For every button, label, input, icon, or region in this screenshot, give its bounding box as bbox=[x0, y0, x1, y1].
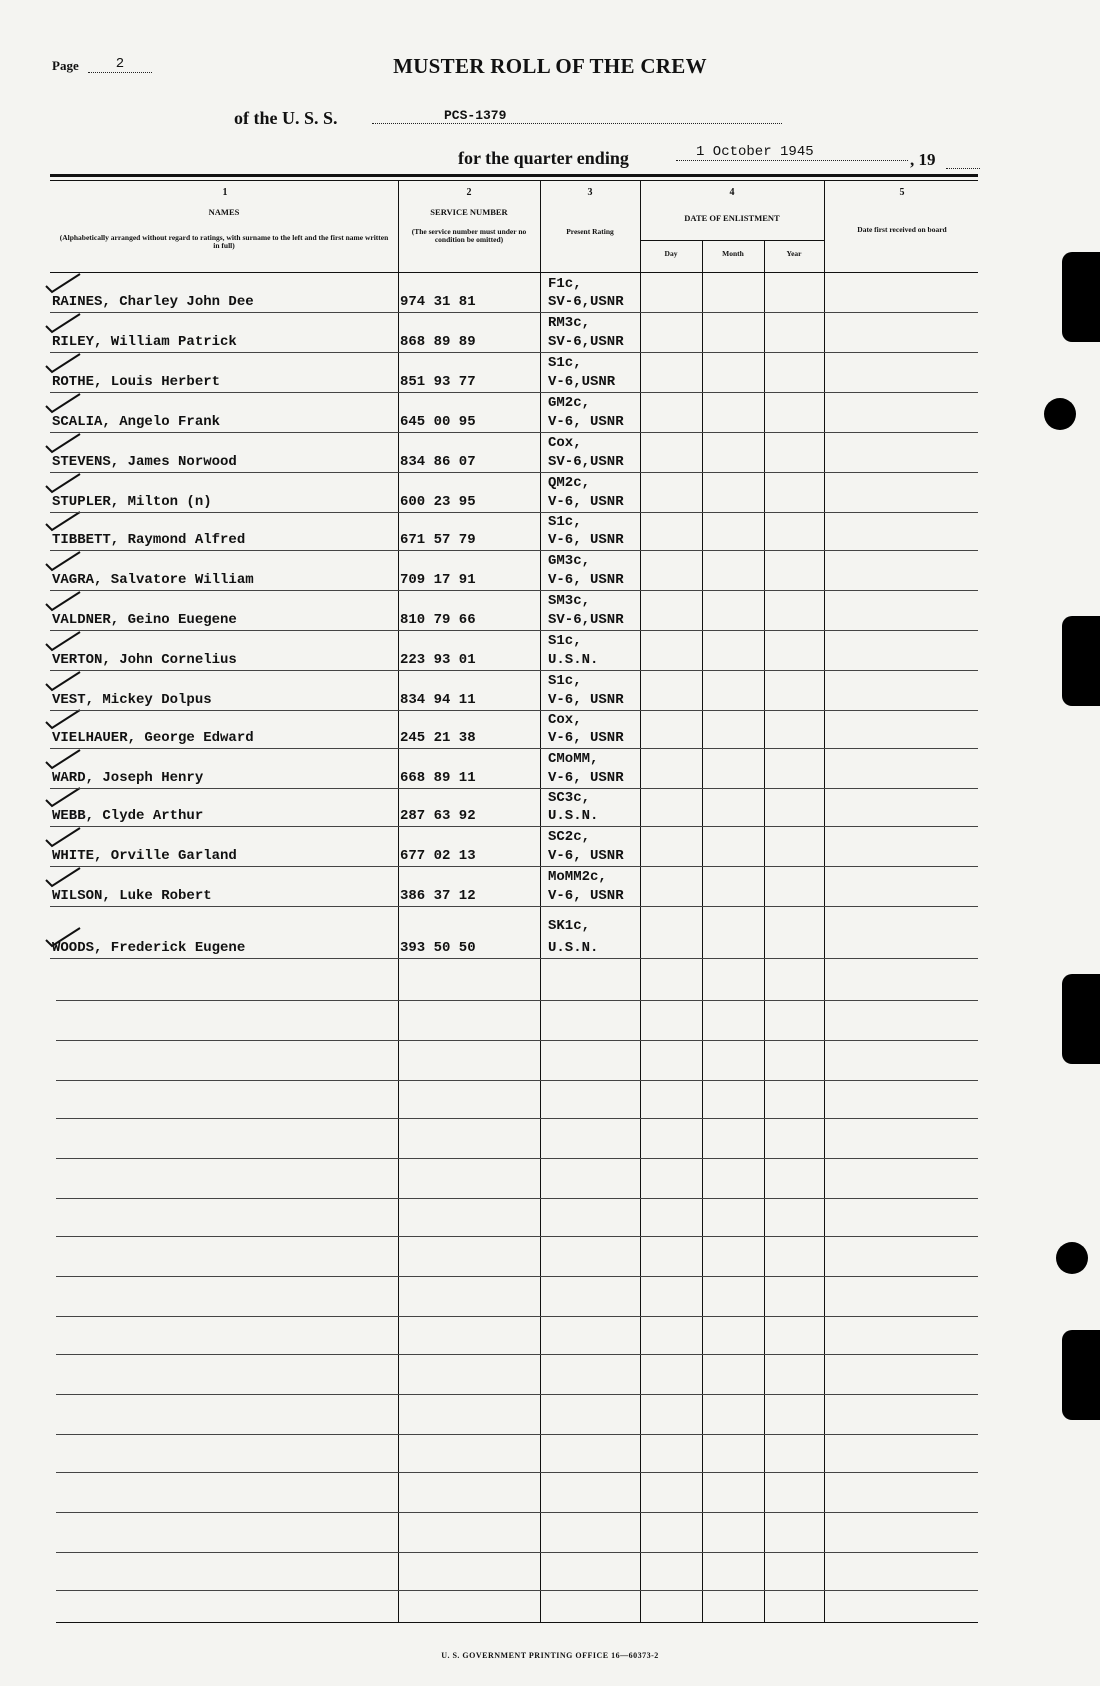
checkmark-icon bbox=[44, 392, 82, 414]
crew-name: VEST, Mickey Dolpus bbox=[52, 692, 212, 708]
checkmark-icon bbox=[44, 312, 82, 334]
checkmark-icon bbox=[44, 708, 82, 730]
col3-number: 3 bbox=[587, 187, 593, 198]
crew-name: VERTON, John Cornelius bbox=[52, 652, 237, 668]
punch-hole-icon bbox=[1062, 616, 1100, 706]
rating-line1: S1c, bbox=[548, 633, 582, 649]
quarter-date: 1 October 1945 bbox=[676, 144, 908, 161]
row-rule bbox=[56, 1394, 978, 1395]
rating-line2: SV-6,USNR bbox=[548, 454, 624, 470]
crew-name: STUPLER, Milton (n) bbox=[52, 494, 212, 510]
rating-line1: GM2c, bbox=[548, 395, 591, 411]
rating-line2: V-6, USNR bbox=[548, 414, 624, 430]
rating-line2: V-6, USNR bbox=[548, 730, 624, 746]
service-number: 287 63 92 bbox=[400, 808, 476, 824]
crew-name: VAGRA, Salvatore William bbox=[52, 572, 254, 588]
row-rule bbox=[50, 512, 978, 513]
rating-line1: SM3c, bbox=[548, 593, 591, 609]
ship-label: of the U. S. S. bbox=[234, 108, 338, 128]
rating-line2: V-6,USNR bbox=[548, 374, 616, 390]
row-rule bbox=[56, 1552, 978, 1553]
service-number: 868 89 89 bbox=[400, 334, 476, 350]
service-number: 677 02 13 bbox=[400, 848, 476, 864]
service-number: 600 23 95 bbox=[400, 494, 476, 510]
crew-name: WEBB, Clyde Arthur bbox=[52, 808, 204, 824]
punch-hole-icon bbox=[1062, 1330, 1100, 1420]
checkmark-icon bbox=[44, 670, 82, 692]
rating-line1: GM3c, bbox=[548, 553, 591, 569]
rating-line1: SC2c, bbox=[548, 829, 591, 845]
row-rule bbox=[56, 1158, 978, 1159]
checkmark-icon bbox=[44, 272, 82, 294]
rating-line2: SV-6,USNR bbox=[548, 294, 624, 310]
row-rule bbox=[50, 432, 978, 433]
row-rule bbox=[50, 670, 978, 671]
rating-line1: QM2c, bbox=[548, 475, 591, 491]
table-bottom-rule bbox=[56, 1622, 978, 1623]
ship-name: PCS-1379 bbox=[372, 108, 782, 124]
row-rule bbox=[56, 1316, 978, 1317]
col5-title: Date first received on board bbox=[857, 225, 947, 234]
page-label: Page bbox=[52, 58, 79, 73]
rating-line2: V-6, USNR bbox=[548, 692, 624, 708]
punch-hole-icon bbox=[1062, 974, 1100, 1064]
row-rule bbox=[56, 1354, 978, 1355]
punch-hole-icon bbox=[1056, 1242, 1088, 1274]
rating-line1: F1c, bbox=[548, 276, 582, 292]
quarter-label: for the quarter ending bbox=[458, 148, 629, 168]
service-number: 851 93 77 bbox=[400, 374, 476, 390]
checkmark-icon bbox=[44, 748, 82, 770]
service-number: 386 37 12 bbox=[400, 888, 476, 904]
row-rule bbox=[56, 1276, 978, 1277]
row-rule bbox=[50, 788, 978, 789]
service-number: 671 57 79 bbox=[400, 532, 476, 548]
row-rule bbox=[56, 1040, 978, 1041]
col-divider-2 bbox=[540, 180, 541, 1622]
service-number: 974 31 81 bbox=[400, 294, 476, 310]
crew-name: WHITE, Orville Garland bbox=[52, 848, 237, 864]
row-rule bbox=[50, 550, 978, 551]
row-rule bbox=[50, 906, 978, 907]
col4-day: Day bbox=[664, 249, 678, 258]
rating-line2: V-6, USNR bbox=[548, 572, 624, 588]
crew-name: ROTHE, Louis Herbert bbox=[52, 374, 221, 390]
rating-line1: MoMM2c, bbox=[548, 869, 607, 885]
service-number: 223 93 01 bbox=[400, 652, 476, 668]
row-rule bbox=[56, 1080, 978, 1081]
rating-line2: U.S.N. bbox=[548, 808, 599, 824]
col-divider-4 bbox=[824, 180, 825, 1622]
col1-note: (Alphabetically arranged without regard to ratings, with surname to the left and the first name written in full) bbox=[59, 233, 389, 250]
crew-name: RAINES, Charley John Dee bbox=[52, 294, 254, 310]
checkmark-icon bbox=[44, 630, 82, 652]
printer-imprint: U. S. GOVERNMENT PRINTING OFFICE 16—60373-2 bbox=[441, 1651, 659, 1660]
row-rule bbox=[50, 352, 978, 353]
row-rule bbox=[50, 710, 978, 711]
row-rule bbox=[56, 1236, 978, 1237]
document-title: MUSTER ROLL OF THE CREW bbox=[393, 54, 707, 78]
rating-line1: RM3c, bbox=[548, 315, 591, 331]
crew-name: VIELHAUER, George Edward bbox=[52, 730, 254, 746]
col2-number: 2 bbox=[466, 187, 472, 198]
year-prefix: , 19 bbox=[910, 150, 936, 169]
rating-line2: SV-6,USNR bbox=[548, 334, 624, 350]
crew-name: WILSON, Luke Robert bbox=[52, 888, 212, 904]
checkmark-icon bbox=[44, 866, 82, 888]
col-divider-day bbox=[702, 240, 703, 1622]
punch-hole-icon bbox=[1044, 398, 1076, 430]
row-rule bbox=[56, 1472, 978, 1473]
service-number: 709 17 91 bbox=[400, 572, 476, 588]
row-rule bbox=[50, 392, 978, 393]
col4-subheader-rule bbox=[640, 240, 824, 241]
crew-name: SCALIA, Angelo Frank bbox=[52, 414, 221, 430]
rating-line1: SK1c, bbox=[548, 918, 591, 934]
col4-year: Year bbox=[786, 249, 802, 258]
rating-line2: V-6, USNR bbox=[548, 848, 624, 864]
row-rule bbox=[50, 590, 978, 591]
rating-line1: Cox, bbox=[548, 712, 582, 728]
service-number: 668 89 11 bbox=[400, 770, 476, 786]
checkmark-icon bbox=[44, 550, 82, 572]
rating-line1: SC3c, bbox=[548, 790, 591, 806]
col1-title: NAMES bbox=[208, 207, 240, 217]
row-rule bbox=[56, 1590, 978, 1591]
service-number: 810 79 66 bbox=[400, 612, 476, 628]
checkmark-icon bbox=[44, 826, 82, 848]
row-rule bbox=[50, 630, 978, 631]
col-divider-month bbox=[764, 240, 765, 1622]
rating-line2: V-6, USNR bbox=[548, 888, 624, 904]
crew-name: RILEY, William Patrick bbox=[52, 334, 237, 350]
row-rule bbox=[56, 1198, 978, 1199]
col2-title: SERVICE NUMBER bbox=[430, 207, 508, 217]
row-rule bbox=[56, 1434, 978, 1435]
row-rule bbox=[50, 866, 978, 867]
service-number: 645 00 95 bbox=[400, 414, 476, 430]
row-rule bbox=[50, 312, 978, 313]
checkmark-icon bbox=[44, 472, 82, 494]
header-rule-second bbox=[50, 180, 978, 181]
col1-number: 1 bbox=[222, 187, 228, 198]
rating-line2: U.S.N. bbox=[548, 940, 599, 956]
rating-line2: U.S.N. bbox=[548, 652, 599, 668]
checkmark-icon bbox=[44, 432, 82, 454]
rating-line1: CMoMM, bbox=[548, 751, 599, 767]
crew-name: TIBBETT, Raymond Alfred bbox=[52, 532, 246, 548]
checkmark-icon bbox=[44, 510, 82, 532]
crew-name: STEVENS, James Norwood bbox=[52, 454, 237, 470]
rating-line1: Cox, bbox=[548, 435, 582, 451]
col4-month: Month bbox=[722, 249, 744, 258]
service-number: 245 21 38 bbox=[400, 730, 476, 746]
header-rule-top bbox=[50, 174, 978, 177]
col2-note: (The service number must under no condition be omitted) bbox=[411, 227, 527, 244]
page-number: 2 bbox=[88, 56, 152, 73]
service-number: 393 50 50 bbox=[400, 940, 476, 956]
rating-line1: S1c, bbox=[548, 673, 582, 689]
year-blank bbox=[946, 168, 980, 169]
rating-line2: V-6, USNR bbox=[548, 770, 624, 786]
row-rule bbox=[50, 958, 978, 959]
checkmark-icon bbox=[44, 590, 82, 612]
col5-number: 5 bbox=[899, 187, 905, 198]
col-divider-3 bbox=[640, 180, 641, 1622]
service-number: 834 94 11 bbox=[400, 692, 476, 708]
col4-number: 4 bbox=[729, 187, 735, 198]
rating-line1: S1c, bbox=[548, 355, 582, 371]
row-rule bbox=[56, 1000, 978, 1001]
col3-title: Present Rating bbox=[566, 227, 614, 236]
checkmark-icon bbox=[44, 352, 82, 374]
row-rule bbox=[50, 472, 978, 473]
row-rule bbox=[56, 1512, 978, 1513]
row-rule bbox=[50, 826, 978, 827]
header-bottom-rule bbox=[50, 272, 978, 273]
punch-hole-icon bbox=[1062, 252, 1100, 342]
crew-name: VALDNER, Geino Euegene bbox=[52, 612, 237, 628]
rating-line2: V-6, USNR bbox=[548, 494, 624, 510]
checkmark-icon bbox=[44, 786, 82, 808]
rating-line2: V-6, USNR bbox=[548, 532, 624, 548]
row-rule bbox=[50, 748, 978, 749]
crew-name: WOODS, Frederick Eugene bbox=[52, 940, 246, 956]
col-divider-1 bbox=[398, 180, 399, 1622]
service-number: 834 86 07 bbox=[400, 454, 476, 470]
row-rule bbox=[56, 1118, 978, 1119]
crew-name: WARD, Joseph Henry bbox=[52, 770, 204, 786]
col4-title: DATE OF ENLISTMENT bbox=[684, 213, 780, 223]
rating-line1: S1c, bbox=[548, 514, 582, 530]
rating-line2: SV-6,USNR bbox=[548, 612, 624, 628]
